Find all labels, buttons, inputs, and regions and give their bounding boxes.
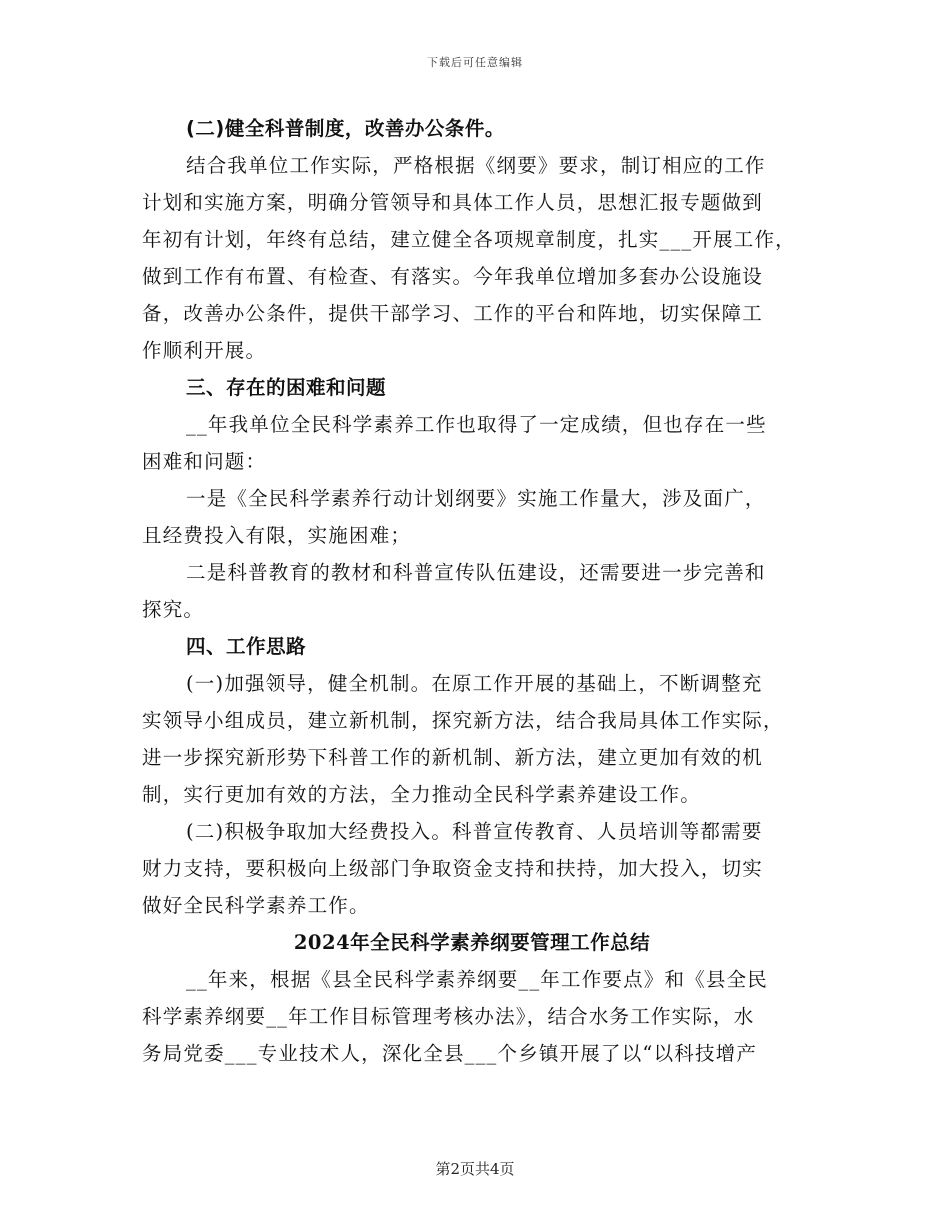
paragraph-line: 务局党委___专业技术人，深化全县___个乡镇开展了以“以科技增产 bbox=[142, 1042, 758, 1065]
header-note: 下载后可任意编辑 bbox=[427, 56, 523, 69]
paragraph-line: 作顺利开展。 bbox=[142, 339, 267, 362]
paragraph-line: 进一步探究新形势下科普工作的新机制、新方法，建立更加有效的机 bbox=[142, 746, 764, 769]
paragraph-line: 探究。 bbox=[142, 598, 205, 621]
paragraph-line: 计划和实施方案，明确分管领导和具体工作人员，思想汇报专题做到 bbox=[142, 191, 764, 214]
paragraph bbox=[142, 665, 802, 813]
paragraph bbox=[142, 961, 802, 1072]
paragraph bbox=[142, 554, 802, 628]
paragraph-line: 财力支持，要积极向上级部门争取资金支持和扶持，加大投入，切实 bbox=[142, 857, 764, 880]
document-title: 2024年全民科学素养纲要管理工作总结 bbox=[293, 931, 651, 954]
document-body bbox=[142, 110, 802, 1072]
paragraph-line: 且经费投入有限，实施困难； bbox=[142, 524, 412, 547]
paragraph-line: (二)积极争取加大经费投入。科普宣传教育、人员培训等都需要 bbox=[186, 820, 763, 843]
paragraph-line: __年来，根据《县全民科学素养纲要__年工作要点》和《县全民 bbox=[186, 968, 769, 991]
paragraph-line: 做好全民科学素养工作。 bbox=[142, 894, 370, 917]
paragraph-line: 二是科普教育的教材和科普宣传队伍建设，还需要进一步完善和 bbox=[186, 561, 766, 584]
paragraph-line: 实领导小组成员，建立新机制，探究新方法，结合我局具体工作实际， bbox=[142, 709, 784, 732]
paragraph-line: 科学素养纲要__年工作目标管理考核办法》，结合水务工作实际，水 bbox=[142, 1005, 755, 1028]
paragraph-line: 制，实行更加有效的方法，全力推动全民科学素养建设工作。 bbox=[142, 783, 701, 806]
section-heading: (二)健全科普制度，改善办公条件。 bbox=[186, 117, 505, 140]
paragraph-line: 一是《全民科学素养行动计划纲要》实施工作量大，涉及面广， bbox=[186, 487, 766, 510]
section-heading: 三、存在的困难和问题 bbox=[186, 376, 387, 399]
paragraph-line: 困难和问题： bbox=[142, 450, 267, 473]
paragraph-line: 结合我单位工作实际，严格根据《纲要》要求，制订相应的工作 bbox=[186, 154, 766, 177]
section-heading: 四、工作思路 bbox=[186, 635, 307, 658]
paragraph bbox=[142, 480, 802, 554]
paragraph-line: 做到工作有布置、有检查、有落实。今年我单位增加多套办公设施设 bbox=[142, 265, 764, 288]
paragraph bbox=[142, 813, 802, 924]
paragraph-line: 年初有计划，年终有总结，建立健全各项规章制度，扎实___开展工作， bbox=[142, 228, 796, 251]
paragraph-line: 备，改善办公条件，提供干部学习、工作的平台和阵地，切实保障工 bbox=[142, 302, 764, 325]
paragraph-line: __年我单位全民科学素养工作也取得了一定成绩，但也存在一些 bbox=[186, 413, 767, 436]
page-footer: 第2页共4页 bbox=[435, 1160, 515, 1178]
paragraph bbox=[142, 147, 802, 369]
paragraph-line: (一)加强领导，健全机制。在原工作开展的基础上，不断调整充 bbox=[186, 672, 763, 695]
paragraph bbox=[142, 406, 802, 480]
